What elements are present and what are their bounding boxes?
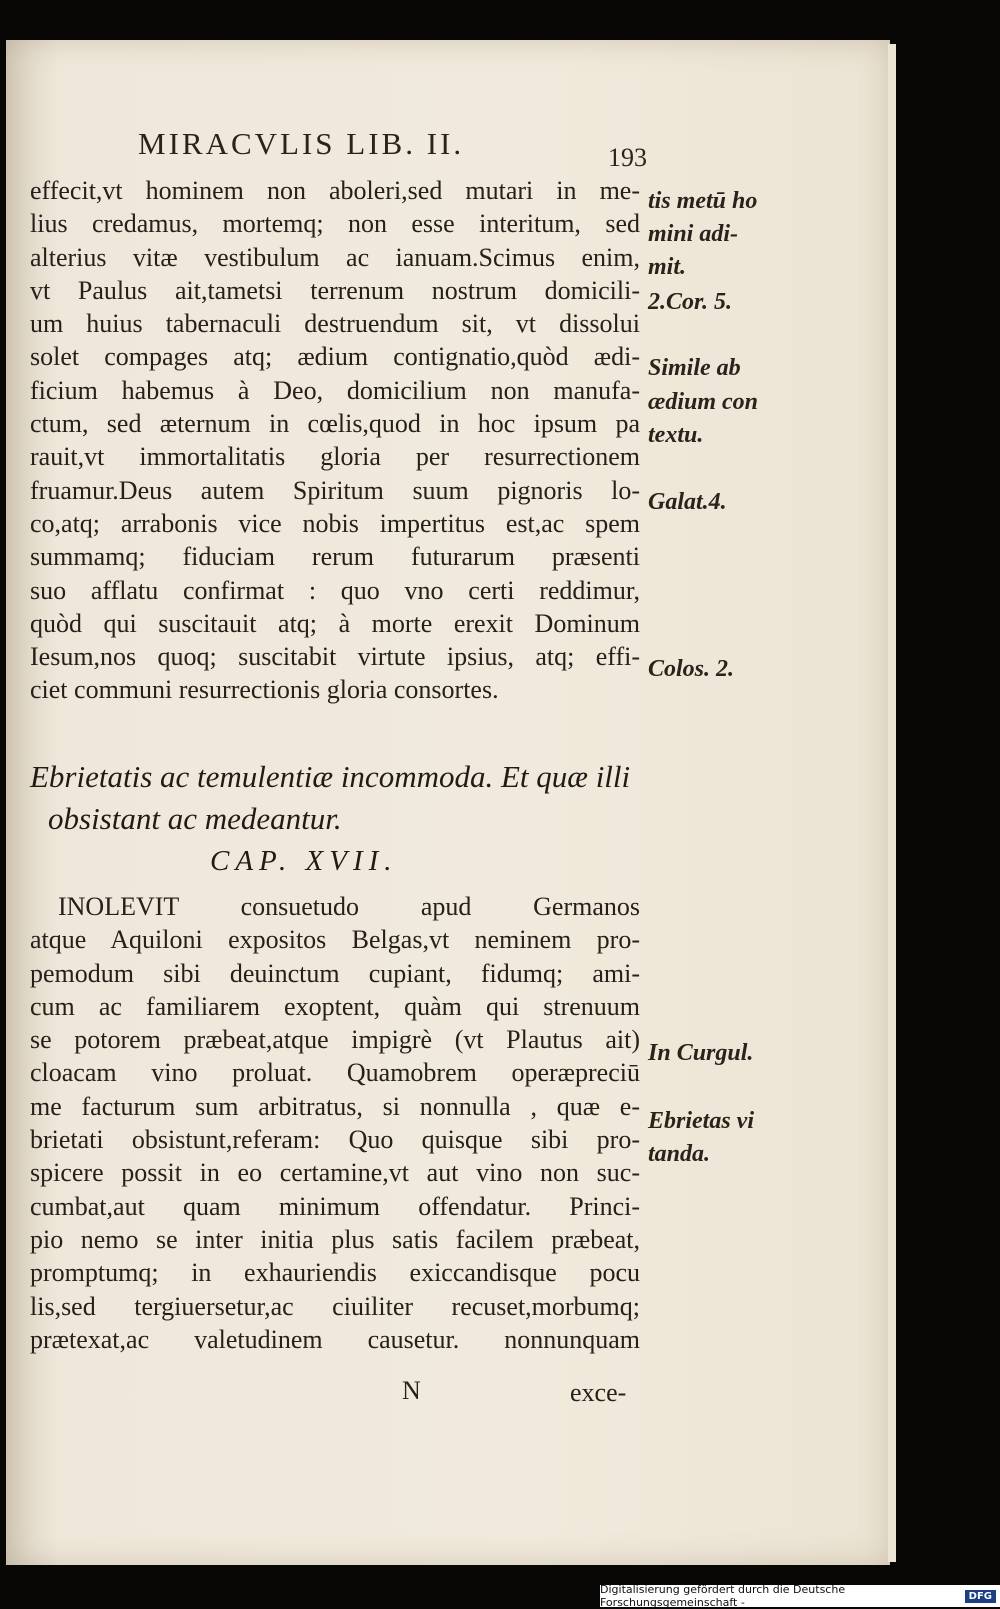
- text-line: se potorem præbeat,atque impigrè (vt Plautus ait): [30, 1025, 640, 1055]
- text-line: alterius vitæ vestibulum ac ianuam.Scimus enim,: [30, 242, 640, 272]
- text-line: pemodum sibi deuinctum cupiant, fidumq; ami-: [30, 958, 640, 988]
- footer-credit: [600, 1585, 1000, 1607]
- catchword: exce-: [570, 1378, 627, 1407]
- margin-note: Galat.4.: [648, 489, 727, 515]
- margin-note: mit.: [648, 254, 687, 280]
- margin-note: Simile ab: [648, 355, 741, 381]
- text-line: brietati obsistunt,referam: Quo quisque sibi pro-: [30, 1125, 640, 1155]
- text-line: lius credamus, mortemq; non esse interitum, sed: [30, 209, 640, 239]
- text-line: lis,sed tergiuersetur,ac ciuiliter recuset,morbumq;: [30, 1291, 640, 1321]
- text-line: pio nemo se inter initia plus satis facilem præbeat,: [30, 1224, 640, 1254]
- text-line: INOLEVIT consuetudo apud Germanos: [58, 892, 640, 921]
- text-line: fruamur.Deus autem Spiritum suum pignoris lo-: [30, 475, 640, 505]
- text-line: vt Paulus ait,tametsi terrenum nostrum domicili-: [30, 275, 640, 305]
- text-line: Iesum,nos quoq; suscitabit virtute ipsius, atq; effi-: [30, 642, 640, 672]
- margin-note: Ebrietas vi: [648, 1108, 754, 1134]
- text-line: promptumq; in exhauriendis exiccandisque pocu: [30, 1258, 640, 1288]
- margin-note: tanda.: [648, 1141, 711, 1167]
- text-line: quòd qui suscitauit atq; à morte erexit Dominum: [30, 608, 640, 638]
- text-line: summamq; fiduciam rerum futurarum præsenti: [30, 542, 640, 572]
- text-line: rauit,vt immortalitatis gloria per resurrectionem: [30, 442, 640, 472]
- margin-note: tis metū ho: [648, 188, 758, 214]
- text-line: prætexat,ac valetudinem causetur. nonnunquam: [30, 1324, 640, 1354]
- text-line: ciet communi resurrectionis gloria consortes.: [30, 675, 499, 705]
- text-line: cumbat,aut quam minimum offendatur. Princi-: [30, 1191, 640, 1221]
- text-line: atque Aquiloni expositos Belgas,vt neminem pro-: [30, 925, 640, 955]
- text-line: me facturum sum arbitratus, si nonnulla , quæ e-: [30, 1091, 640, 1121]
- text-line: co,atq; arrabonis vice nobis impertitus est,ac spem: [30, 508, 640, 538]
- running-head: MIRACVLIS LIB. II.: [138, 126, 465, 161]
- text-block-1: [30, 174, 640, 707]
- text-line: effecit,vt hominem non aboleri,sed mutari in me-: [30, 176, 640, 205]
- heading-line: Ebrietatis ac temulentiæ incommoda. Et quæ illi: [30, 759, 631, 794]
- chapter-number: CAP. XVII.: [210, 845, 398, 877]
- text-line: solet compages atq; ædium contignatio,quòd ædi-: [30, 342, 640, 372]
- margin-note: ædium con: [648, 389, 759, 415]
- text-line: ctum, sed æternum in cœlis,quod in hoc ipsum pa: [30, 409, 640, 439]
- text-line: ficium habemus à Deo, domicilium non manufa-: [30, 375, 640, 405]
- page-number: 193: [608, 143, 647, 172]
- text-line: cum ac familiarem exoptent, quàm qui strenuum: [30, 991, 640, 1021]
- text-line: cloacam vino proluat. Quamobrem operæpreciū: [30, 1058, 640, 1088]
- margin-note: Colos. 2.: [648, 656, 735, 682]
- text-line: um huius tabernaculi destruendum sit, vt dissolui: [30, 309, 640, 339]
- margin-note: 2.Cor. 5.: [648, 289, 733, 315]
- margin-note: textu.: [648, 422, 704, 448]
- chapter-heading: [30, 756, 640, 840]
- text-block-2: [30, 890, 640, 1356]
- text-line: spicere possit in eo certamine,vt aut vino non suc-: [30, 1158, 640, 1188]
- page-edge: [888, 44, 896, 1562]
- footer-text: Digitalisierung gefördert durch die Deutsche Forschungsgemeinschaft -: [600, 1583, 846, 1609]
- margin-note: In Curgul.: [648, 1040, 754, 1066]
- heading-line: obsistant ac medeantur.: [48, 801, 342, 836]
- text-line: suo afflatu confirmat : quo vno certi reddimur,: [30, 575, 640, 605]
- dfg-logo: DFG: [965, 1590, 996, 1603]
- margin-note: mini adi-: [648, 221, 739, 247]
- signature-mark: N: [402, 1376, 421, 1405]
